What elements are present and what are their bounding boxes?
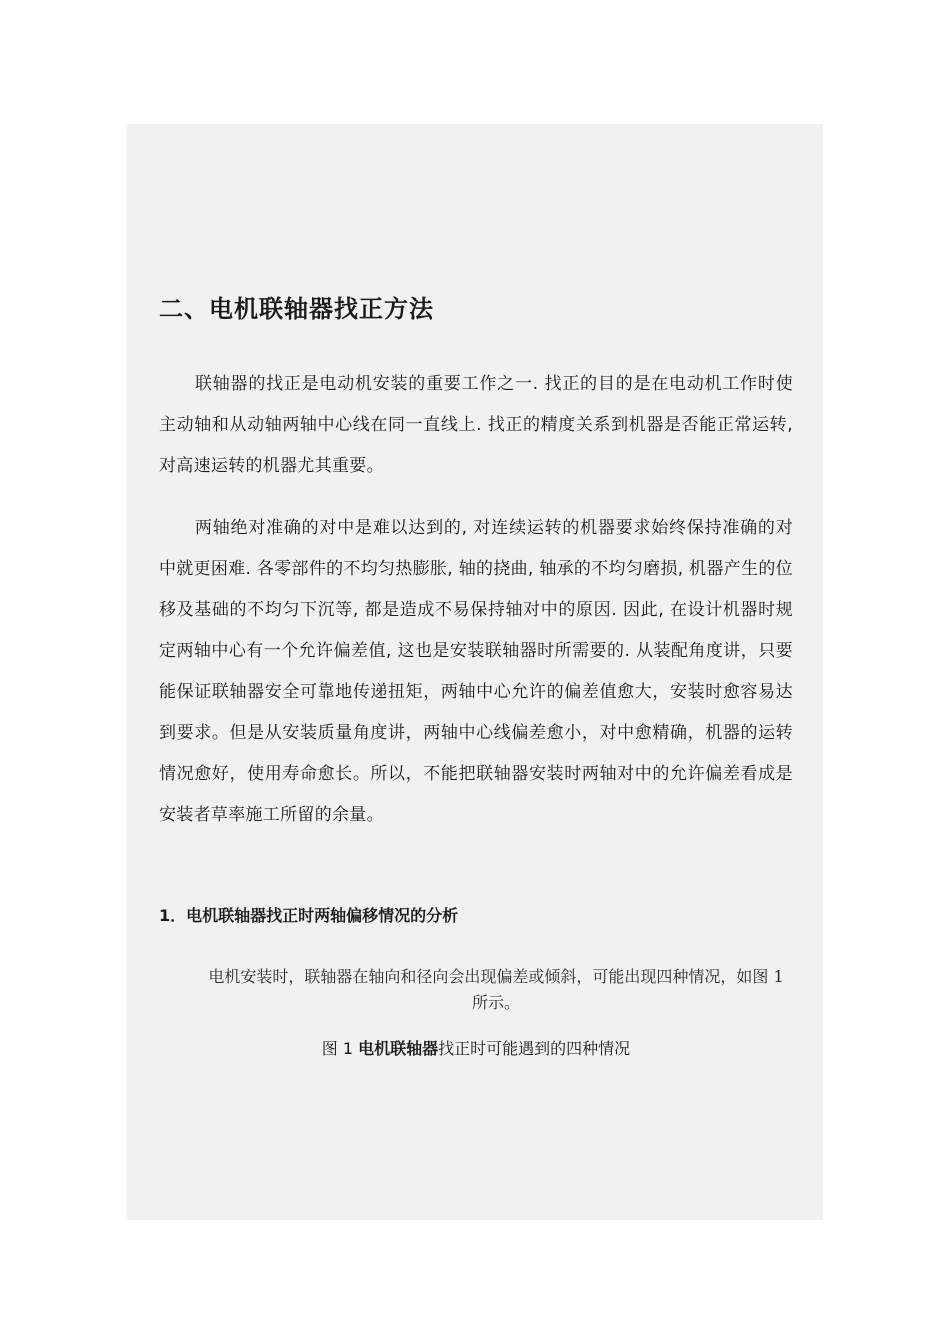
figure-caption-bold: 电机联轴器 xyxy=(358,1039,439,1058)
figure-caption-prefix: 图 1 xyxy=(321,1039,359,1058)
subsection-title: 1．电机联轴器找正时两轴偏移情况的分析 xyxy=(159,906,459,925)
intro-text: 电机安装时，联轴器在轴向和径向会出现偏差或倾斜，可能出现四种情况，如图 1 所示。 xyxy=(208,967,784,1012)
section-title: 二、电机联轴器找正方法 xyxy=(159,295,434,323)
figure-caption xyxy=(159,1036,793,1062)
figure-caption-suffix: 找正时可能遇到的四种情况 xyxy=(438,1039,631,1058)
paragraph-2: 两轴绝对准确的对中是难以达到的, 对连续运转的机器要求始终保持准确的对中就更困难. 各零部件的不均匀热膨胀, 轴的挠曲, 轴承的不均匀磨损, 机器产生的位移及基础的不均匀下沉等, 都是造成不易保持轴对中的原因. 因此, 在设计机器时规定两轴中心有一个允许偏差值, 这也是安装联轴器时所需要的. 从装配角度讲，只要能保证联轴器安全可靠地传递扭矩，两轴中心允许的偏差值愈大，安装时愈容易达到要求。但是从安装质量角度讲，两轴中心线偏差愈小，对中愈精确，机器的运转情况愈好，使用寿命愈长。所以，不能把联轴器安装时两轴对中的允许偏差看成是安装者草率施工所留的余量。 xyxy=(159,518,793,825)
paragraph-1: 联轴器的找正是电动机安装的重要工作之一. 找正的目的是在电动机工作时使主动轴和从动轴两轴中心线在同一直线上. 找正的精度关系到机器是否能正常运转, 对高速运转的机器尤其重要。 xyxy=(159,374,793,476)
